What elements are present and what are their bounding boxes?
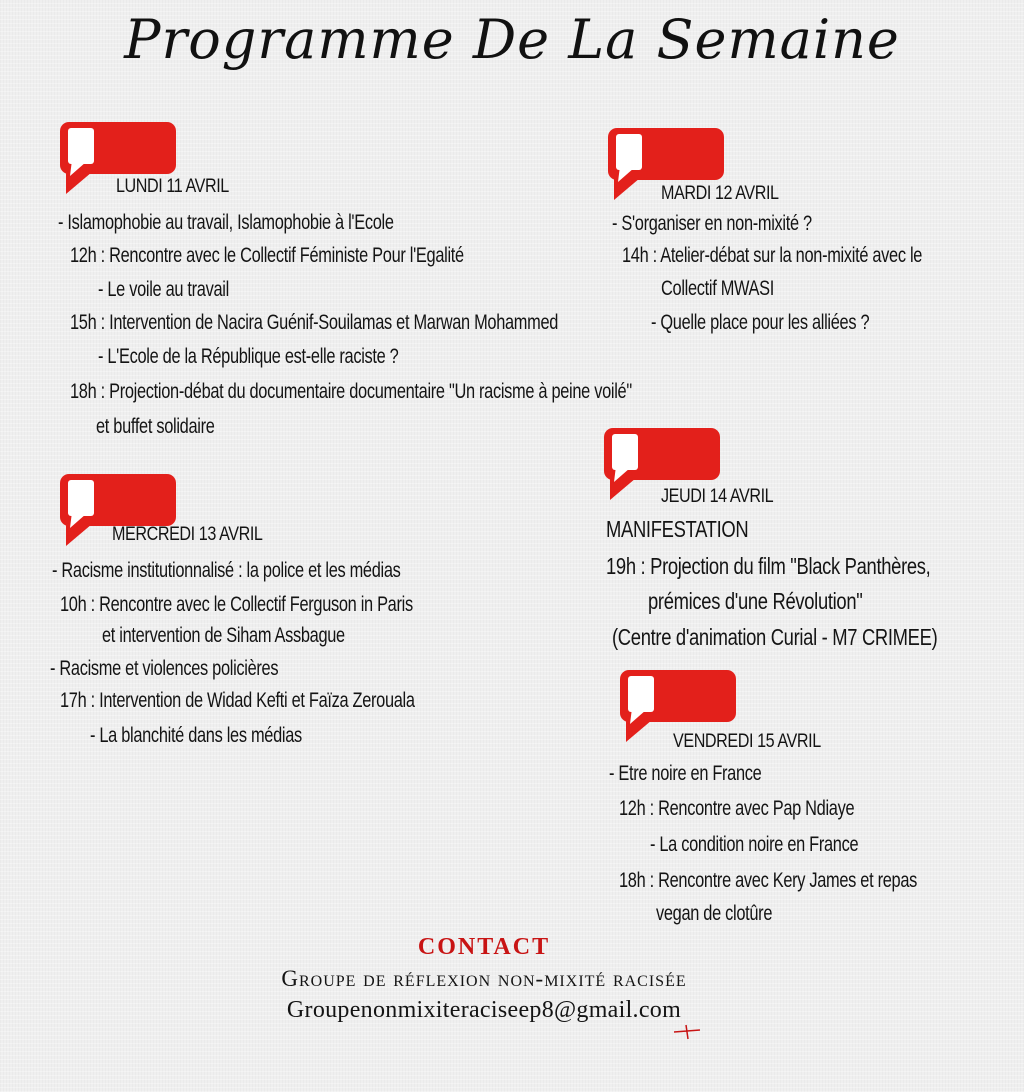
event-line: et buffet solidaire — [96, 415, 215, 438]
event-line: 12h : Rencontre avec Pap Ndiaye — [619, 797, 855, 820]
event-line: 18h : Projection-débat du documentaire documentaire "Un racisme à peine voilé" — [70, 380, 632, 403]
event-line: 12h : Rencontre avec le Collectif Féministe Pour l'Egalité — [70, 244, 464, 267]
event-line: - Racisme institutionnalisé : la police et les médias — [52, 559, 401, 582]
event-line: 14h : Atelier-débat sur la non-mixité avec le — [622, 244, 923, 267]
decorative-star-icon — [672, 1024, 702, 1040]
event-line: et intervention de Siham Assbague — [102, 624, 345, 647]
day-heading-mercredi: MERCREDI 13 AVRIL — [112, 524, 263, 545]
event-line: 18h : Rencontre avec Kery James et repas — [619, 869, 917, 892]
contact-label: CONTACT — [417, 934, 551, 960]
event-line: - La condition noire en France — [650, 833, 859, 856]
day-heading-vendredi: VENDREDI 15 AVRIL — [673, 731, 821, 752]
event-line: (Centre d'animation Curial - M7 CRIMEE) — [612, 624, 938, 650]
day-heading-mardi: MARDI 12 AVRIL — [661, 183, 779, 204]
event-line: - Quelle place pour les alliées ? — [651, 311, 870, 334]
event-line: MANIFESTATION — [606, 516, 749, 542]
event-line: Collectif MWASI — [661, 277, 775, 300]
event-line: - Islamophobie au travail, Islamophobie à l'Ecole — [58, 211, 394, 234]
event-line: vegan de clotûre — [656, 902, 773, 925]
day-heading-lundi: LUNDI 11 AVRIL — [116, 176, 229, 197]
page-title: Programme De La Semaine — [124, 8, 900, 71]
event-line: - Le voile au travail — [98, 278, 229, 301]
event-line: prémices d'une Révolution" — [648, 588, 863, 614]
event-line: 15h : Intervention de Nacira Guénif-Souilamas et Marwan Mohammed — [70, 311, 559, 334]
contact-group-name: Groupe de réflexion non-mixité racisée — [281, 966, 687, 991]
event-line: - S'organiser en non-mixité ? — [612, 212, 812, 235]
event-line: - Etre noire en France — [609, 762, 762, 785]
day-heading-jeudi: JEUDI 14 AVRIL — [661, 486, 774, 507]
contact-email: Groupenonmixiteraciseep8@gmail.com — [286, 997, 682, 1023]
event-line: 17h : Intervention de Widad Kefti et Faïza Zerouala — [60, 689, 415, 712]
event-line: - L'Ecole de la République est-elle raciste ? — [98, 345, 399, 368]
event-line: - La blanchité dans les médias — [90, 724, 302, 747]
event-line: 19h : Projection du film "Black Panthères, — [606, 553, 931, 579]
event-line: - Racisme et violences policières — [50, 657, 279, 680]
event-line: 10h : Rencontre avec le Collectif Ferguson in Paris — [60, 593, 413, 616]
